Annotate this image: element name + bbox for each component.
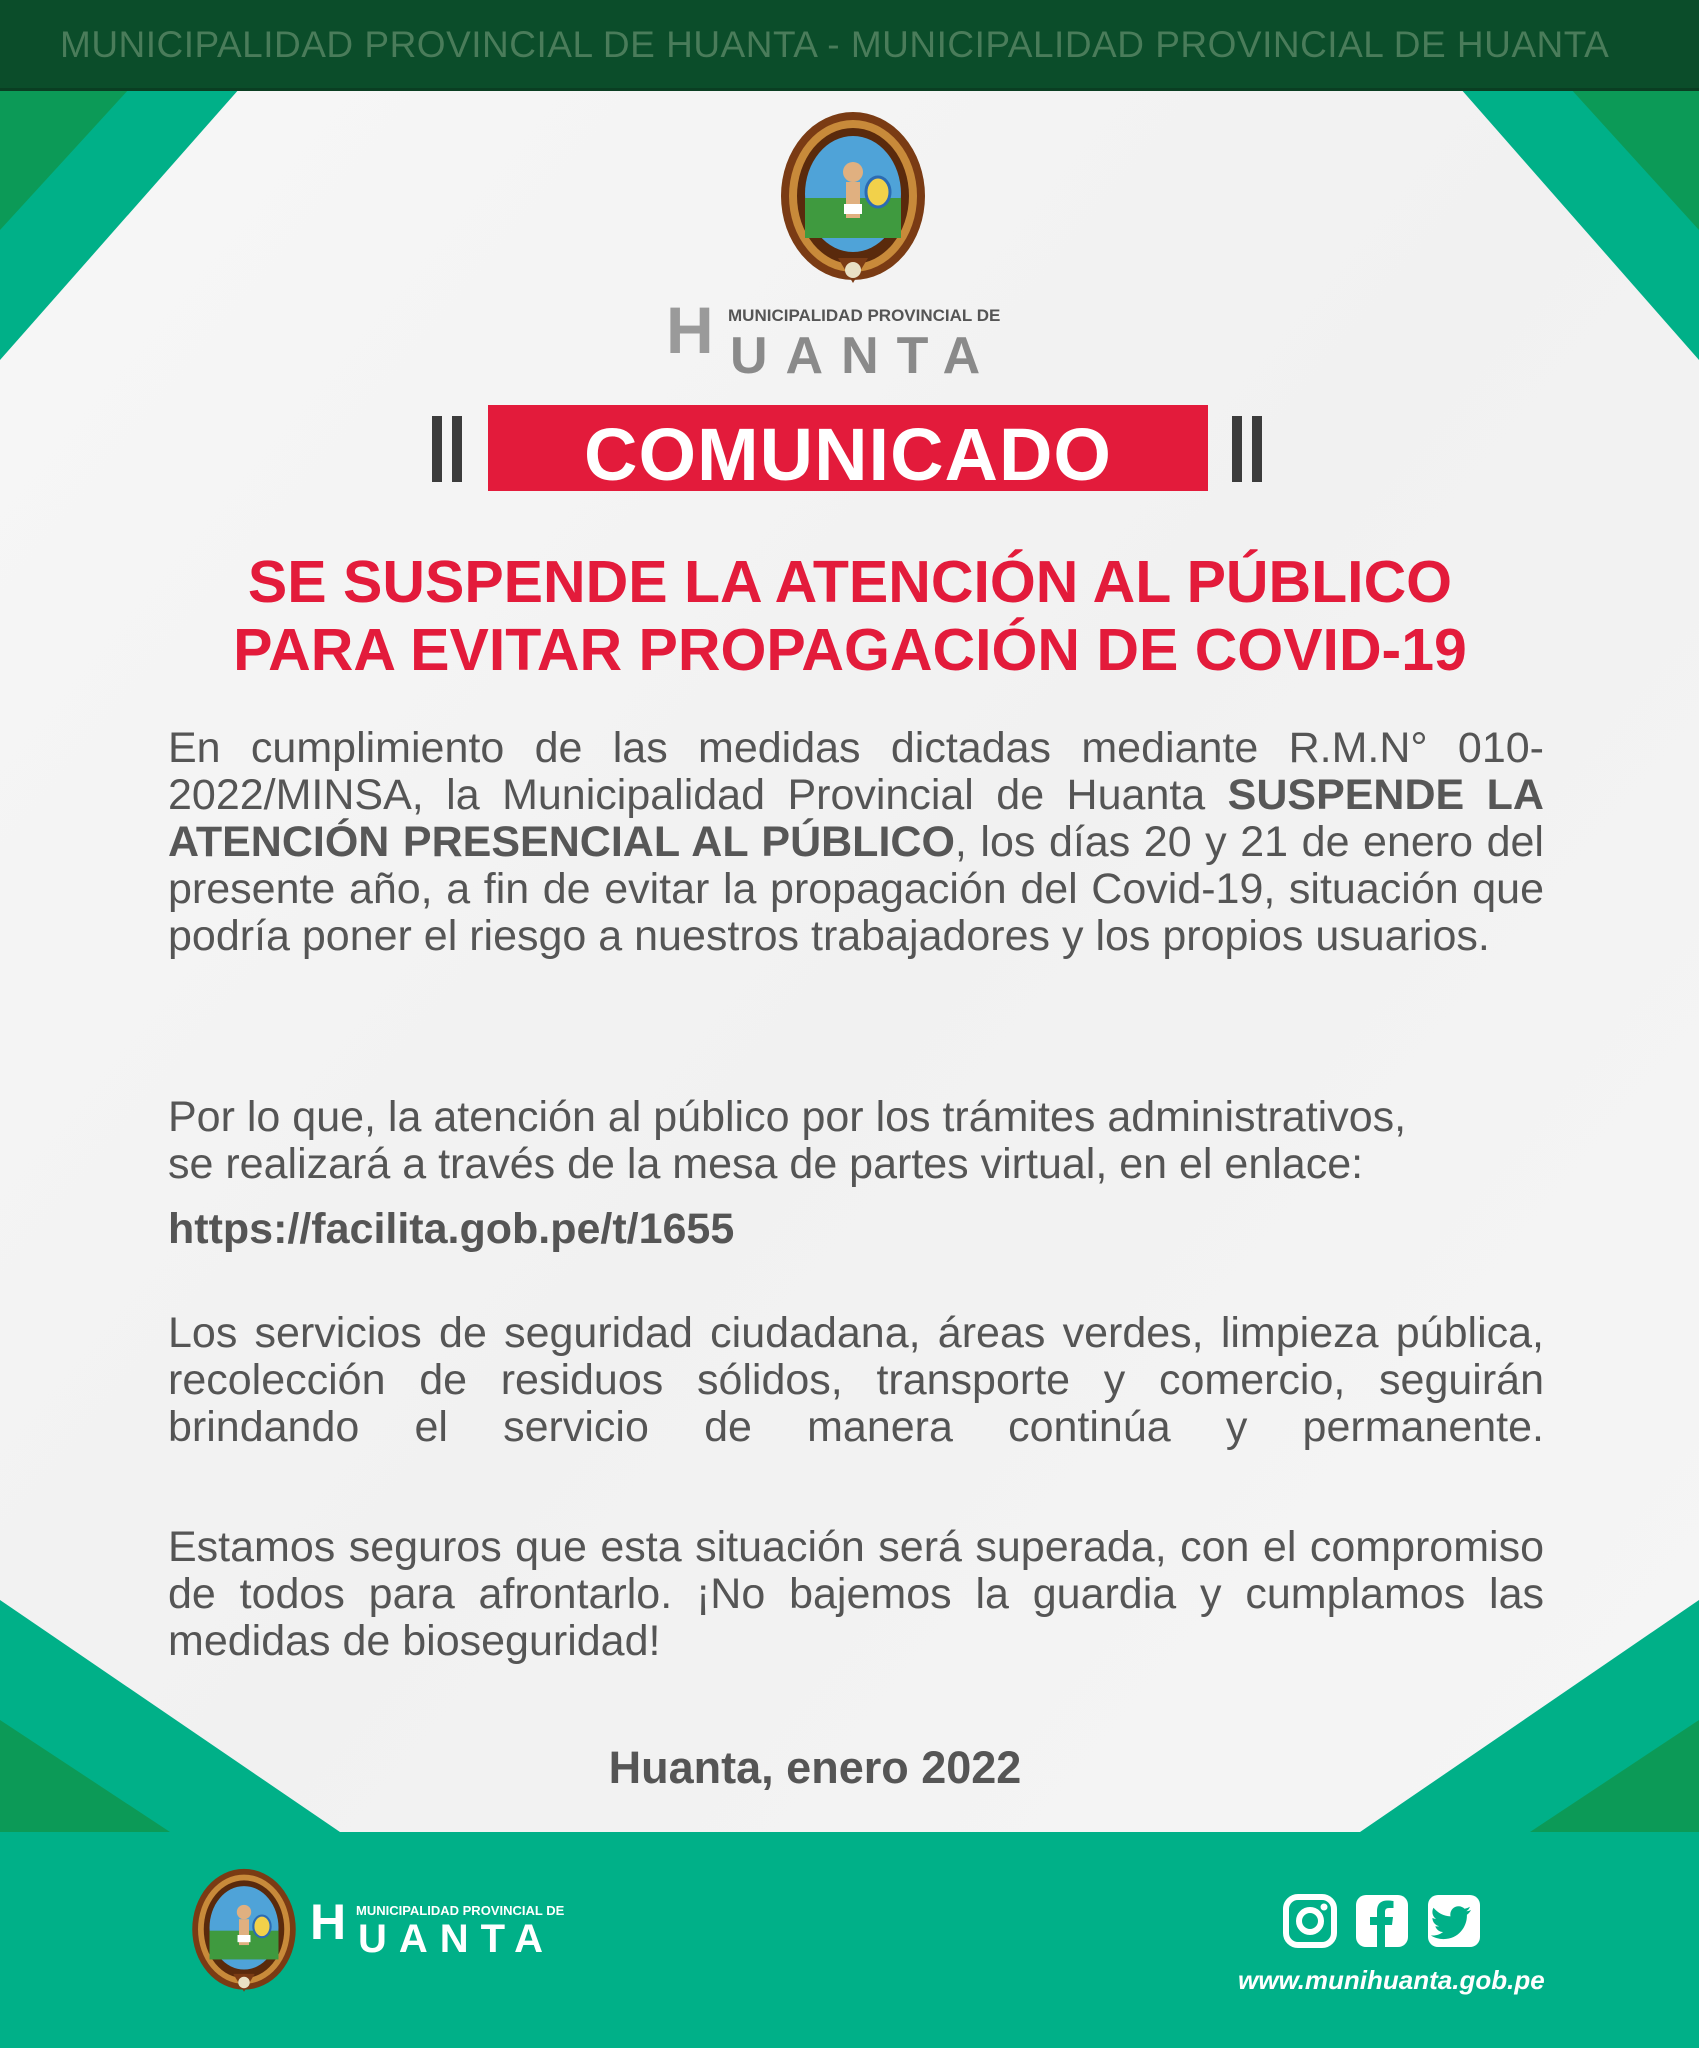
footer-brand-initial: H: [310, 1894, 347, 1950]
municipal-crest-logo: [778, 108, 928, 300]
paragraph-2-line2: se realizará a través de la mesa de partes virtual, en el enlace:: [168, 1140, 1364, 1188]
brand-line1: MUNICIPALIDAD PROVINCIAL DE: [728, 306, 1001, 325]
paragraph-1-text: En cumplimiento de las medidas dictadas mediante R.M.N° 010-2022/MINSA, la Municipalidad Provincial de Huanta: [168, 724, 1544, 819]
paragraph-2: [168, 1094, 1544, 1188]
paragraph-1: [168, 725, 1544, 960]
footer-brand-line2: UANTA: [358, 1917, 556, 1961]
top-banner-text: MUNICIPALIDAD PROVINCIAL DE HUANTA - MUNICIPALIDAD PROVINCIAL DE HUANTA: [60, 24, 1610, 65]
website-link[interactable]: www.munihuanta.gob.pe: [1238, 1965, 1545, 1995]
paragraph-1-bold: SUSPENDE LA ATENCIÓN PRESENCIAL AL PÚBLICO: [168, 771, 1544, 866]
paragraph-4: Estamos seguros que esta situación será superada, con el compromiso de todos para afrontarlo. ¡No bajemos la guardia y cumplamos las medidas de bioseguridad!: [168, 1523, 1544, 1665]
brand-wordmark: [666, 293, 1046, 385]
facebook-icon[interactable]: [1354, 1893, 1410, 1949]
top-banner: [0, 0, 1699, 91]
headline-line2: PARA EVITAR PROPAGACIÓN DE COVID-19: [233, 617, 1467, 683]
mesa-de-partes-link[interactable]: https://facilita.gob.pe/t/1655: [168, 1205, 735, 1253]
brand-line2: UANTA: [730, 327, 999, 385]
headline-line1: SE SUSPENDE LA ATENCIÓN AL PÚBLICO: [247, 549, 1453, 615]
footer-brand-wordmark: [310, 1895, 590, 1965]
signature-date: Huanta, enero 2022: [608, 1742, 1022, 1793]
brand-initial: H: [666, 293, 714, 367]
headline: [110, 548, 1590, 684]
paragraph-3: Los servicios de seguridad ciudadana, áreas verdes, limpieza pública, recolección de residuos sólidos, transporte y comercio, seguirán brindando el servicio de manera continúa y permanente.: [168, 1309, 1544, 1451]
divider-bar: [1232, 416, 1242, 482]
footer-crest-logo: [190, 1866, 298, 2004]
paragraph-1-text-end: , los días 20 y 21 de enero del presente año, a fin de evitar la propagación del Covid-19, situación que podría poner el riesgo a nuestros trabajadores y los propios usuarios.: [168, 818, 1544, 960]
divider-bar: [432, 416, 442, 482]
comunicado-title: COMUNICADO: [584, 413, 1112, 496]
twitter-icon[interactable]: [1426, 1893, 1482, 1949]
instagram-icon[interactable]: [1282, 1893, 1338, 1949]
paragraph-2-line1: Por lo que, la atención al público por los trámites administrativos,: [168, 1093, 1407, 1141]
divider-bar: [1252, 416, 1262, 482]
footer-brand-line1: MUNICIPALIDAD PROVINCIAL DE: [356, 1903, 565, 1918]
divider-bar: [452, 416, 462, 482]
